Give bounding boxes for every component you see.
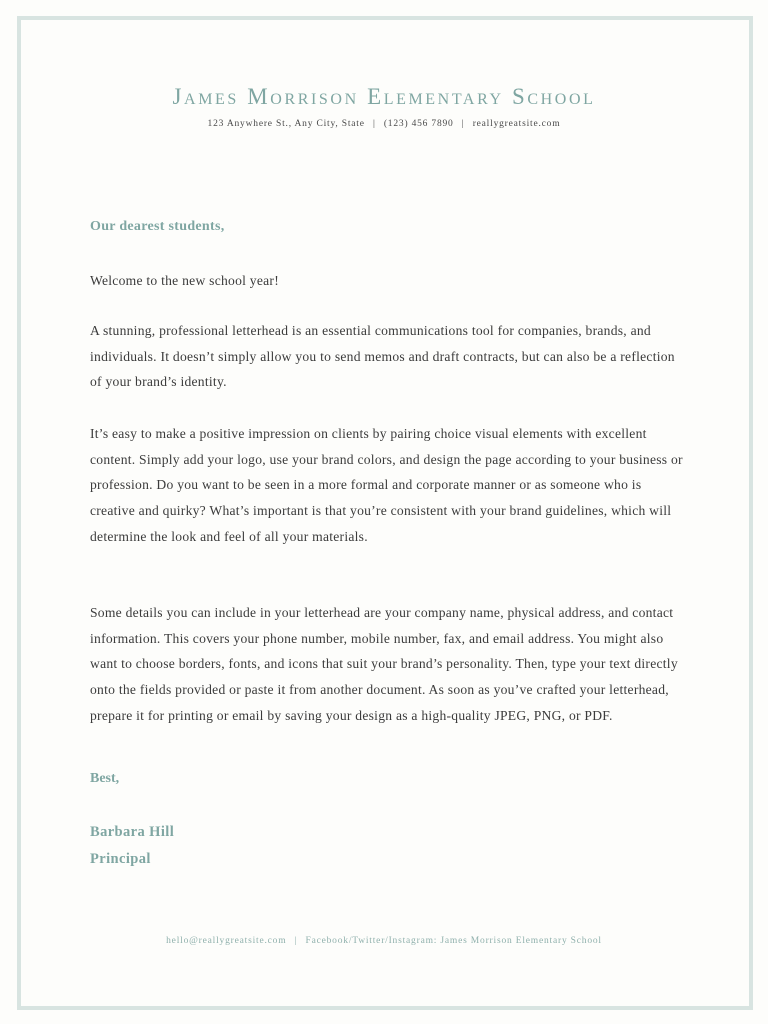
letterhead-contact-line <box>0 119 768 129</box>
phone-text: (123) 456 7890 <box>383 119 454 129</box>
closing: Best, <box>90 771 120 786</box>
signer-name: Barbara Hill <box>90 824 175 840</box>
body-paragraph: Some details you can include in your letterhead are your company name, physical address, and contact information. This covers your phone number, mobile number, fax, and email address. You might also want to choose borders, fonts, and icons that suit your brand’s personality. Then, type your text directly onto the fields provided or paste it from another document. As soon as you’ve crafted your letterhead, prepare it for printing or email by saving your design as a high-quality JPEG, PNG, or PDF. <box>90 605 678 723</box>
footer-social-text: Facebook/Twitter/Instagram: James Morrison Elementary School <box>305 936 602 946</box>
body-paragraph: A stunning, professional letterhead is an essential communications tool for companies, brands, and individuals. It doesn’t simply allow you to send memos and draft contracts, but can also be a reflection of your brand’s identity. <box>90 323 675 390</box>
separator: | <box>461 119 465 129</box>
body-paragraph: It’s easy to make a positive impression on clients by pairing choice visual elements with excellent content. Simply add your logo, use your brand colors, and design the page according to your business or profession. Do you want to be seen in a more formal and corporate manner or as someone who is creative and quirky? What’s important is that you’re consistent with your brand guidelines, which will determine the look and feel of all your materials. <box>90 426 683 544</box>
address-text: 123 Anywhere St., Any City, State <box>207 119 365 129</box>
website-link[interactable]: reallygreatsite.com <box>472 119 561 129</box>
body-paragraph: Welcome to the new school year! <box>90 273 279 288</box>
footer-email-link[interactable]: hello@reallygreatsite.com <box>166 936 287 946</box>
school-name: James Morrison Elementary School <box>172 84 596 109</box>
salutation: Our dearest students, <box>90 219 225 234</box>
separator: | <box>294 936 298 946</box>
signer-title: Principal <box>90 851 151 867</box>
footer <box>0 936 768 946</box>
separator: | <box>372 119 376 129</box>
